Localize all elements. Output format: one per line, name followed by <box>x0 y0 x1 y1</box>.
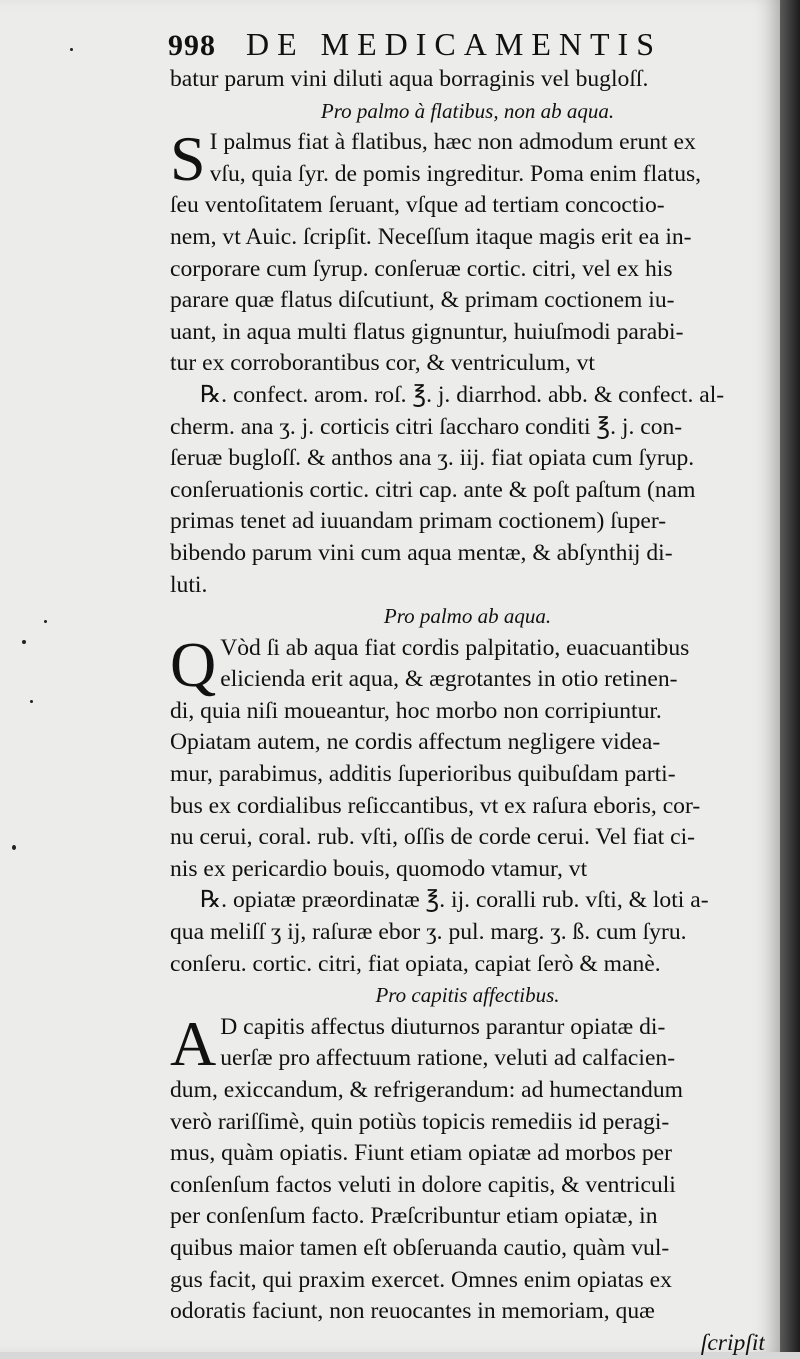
book-gutter <box>780 0 800 1352</box>
text-line: odoratis faciunt, non reuocantes in memoriam, quæ <box>170 1298 655 1325</box>
text-line: cherm. ana ʒ. j. corticis citri ſaccharo conditi ℥. j. con- <box>170 413 683 440</box>
text-line: ſeu ventoſitatem ſeruant, vſque ad tertiam concoctio- <box>170 192 665 219</box>
text-line: primas tenet ad iuuandam primam coctionem) ſuper- <box>170 508 667 535</box>
text-line: vſu, quia ſyr. de pomis ingreditur. Poma enim flatus, <box>209 160 702 187</box>
text-line: D capitis affectus diuturnos parantur opiatæ di- <box>220 1013 666 1040</box>
recipe-line: ℞. confect. arom. roſ. ℥. j. diarrhod. abb. & confect. al- <box>200 381 725 408</box>
section-heading: Pro palmo ab aqua. <box>383 604 552 629</box>
paragraph <box>170 127 765 601</box>
text-line: Opiatam autem, ne cordis affectum negligere videa- <box>170 729 661 756</box>
text-line: tur ex corroborantibus cor, & ventriculum, vt <box>170 350 595 377</box>
text-line: Vòd ſi ab aqua fiat cordis palpitatio, euacuantibus <box>220 634 690 661</box>
text-line: nem, vt Auic. ſcripſit. Neceſſum itaque magis erit ea in- <box>170 223 692 250</box>
text-line: uerſæ pro affectuum ratione, veluti ad calfacien- <box>220 1045 676 1072</box>
text-line: bibendo parum vini cum aqua mentæ, & abſynthij di- <box>170 539 673 566</box>
catchword: ſcripſit <box>700 1329 765 1356</box>
text-line: verò rariſſimè, quin potiùs topicis remediis id peragi- <box>170 1108 670 1135</box>
text-line: nis ex pericardio bouis, quomodo vtamur, vt <box>170 855 588 882</box>
text-line: mur, parabimus, additis ſuperioribus quibuſdam parti- <box>170 761 676 788</box>
drop-cap: S <box>170 127 206 195</box>
text-line: qua meliſſ ʒ ij, raſuræ ebor ʒ. pul. marg. ʒ. ß. cum ſyru. <box>170 919 687 946</box>
drop-cap: Q <box>170 632 217 700</box>
text-line: uant, in aqua multi flatus gignuntur, huiuſmodi parabi- <box>170 318 684 345</box>
section-heading: Pro capitis affectibus. <box>375 983 560 1008</box>
text-line: elicienda erit aqua, & ægrotantes in otio retinen- <box>220 666 678 693</box>
text-line: I palmus fiat à flatibus, hæc non admodum erunt ex <box>209 129 696 156</box>
text-line: mus, quàm opiatis. Fiunt etiam opiatæ ad morbos per <box>170 1140 672 1167</box>
text-line: corporare cum ſyrup. conſeruæ cortic. citri, vel ex his <box>170 255 673 282</box>
text-line: bus ex cordialibus reſiccantibus, vt ex raſura eboris, cor- <box>170 792 701 819</box>
text-line: nu cerui, coral. rub. vſti, oſſis de corde cerui. Vel fiat ci- <box>170 824 695 851</box>
text-body <box>170 64 765 1359</box>
page-number: 998 <box>168 29 216 62</box>
ink-speck <box>12 845 16 850</box>
drop-cap: A <box>170 1011 217 1079</box>
text-line: conſeruationis cortic. citri cap. ante & poſt paſtum (nam <box>170 476 696 503</box>
text-line: conſeru. cortic. citri, fiat opiata, capiat ſerò & manè. <box>170 950 661 977</box>
text-line: batur parum vini diluti aqua borraginis vel bugloſſ. <box>170 66 649 92</box>
section-heading: Pro palmo à flatibus, non ab aqua. <box>320 98 615 123</box>
text-line: parare quæ flatus diſcutiunt, & primam coctionem iu- <box>170 287 675 314</box>
paragraph <box>170 633 765 981</box>
ink-speck <box>22 640 26 644</box>
text-line: luti. <box>170 571 208 598</box>
text-line: dum, exiccandum, & refrigerandum: ad humectandum <box>170 1077 683 1103</box>
text-line: conſenſum factos veluti in dolore capitis, & ventriculi <box>170 1171 676 1198</box>
text-line: gus facit, qui praxim exercet. Omnes enim opiatas ex <box>170 1266 672 1293</box>
page-header <box>168 26 728 66</box>
ink-speck <box>70 48 73 51</box>
text-line: di, quia niſi moueantur, hoc morbo non corripiuntur. <box>170 697 662 724</box>
text-line: ſeruæ bugloſſ. & anthos ana ʒ. iij. fiat opiata cum ſyrup. <box>170 445 695 472</box>
paragraph <box>170 1012 765 1359</box>
running-title: DE MEDICAMENTIS <box>246 26 662 62</box>
ink-speck <box>30 700 33 703</box>
recipe-line: ℞. opiatæ præordinatæ ℥. ij. coralli rub. vſti, & loti a- <box>200 887 709 914</box>
ink-speck <box>44 620 47 623</box>
text-line: quibus maior tamen eſt obſeruanda cautio, quàm vul- <box>170 1234 670 1261</box>
text-line: per conſenſum facto. Præſcribuntur etiam opiatæ, in <box>170 1203 658 1230</box>
